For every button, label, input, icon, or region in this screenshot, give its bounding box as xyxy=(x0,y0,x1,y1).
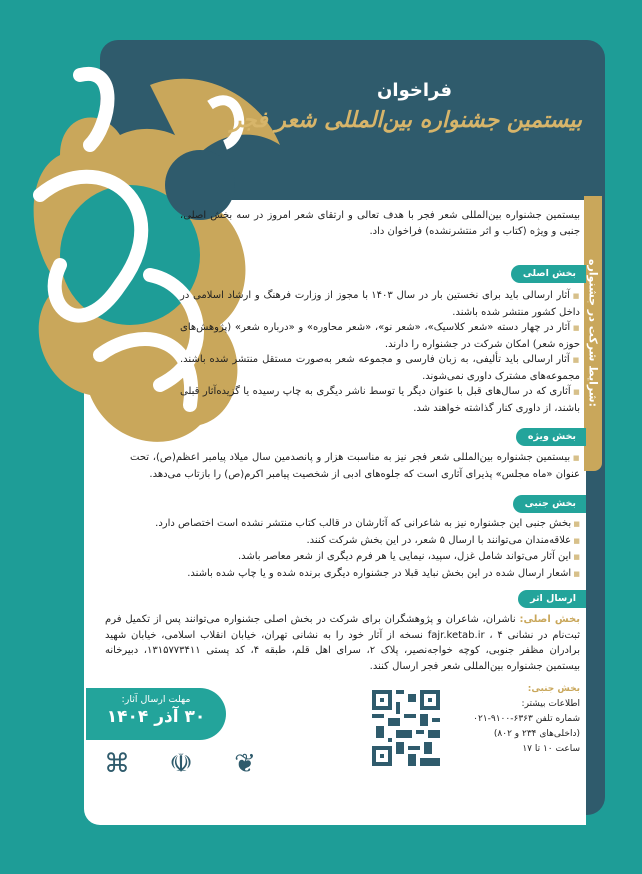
call-title: فراخوان xyxy=(377,80,452,101)
contact-lead: بخش جنبی: xyxy=(527,684,580,694)
contact-info xyxy=(473,682,580,757)
section-side-list xyxy=(130,516,580,582)
section-main-title: بخش اصلی xyxy=(511,265,586,283)
section-send-text xyxy=(105,612,580,674)
festival-logo-icon: ❦ xyxy=(234,749,256,779)
book-house-logo-icon: ⌘ xyxy=(104,749,130,779)
contact-more: اطلاعات بیشتر: xyxy=(521,699,580,709)
side-label-bar xyxy=(584,196,602,471)
sponsor-logos xyxy=(100,742,262,786)
section-main-list xyxy=(180,288,580,416)
list-item: ■ بیستمین جشنواره بین‌المللی شعر فجر نیز به مناسبت هزار و پانصدمین سال میلاد پیامبر اعظم(ص)، تحت عنوان «ماه مجلس» پذیرای آثاری است که جلوه‌های ادبی از شخصیت پیامبر اکرم(ص) را بازتاب می‌دهد. xyxy=(130,450,580,482)
section-side-title: بخش جنبی xyxy=(513,495,586,513)
section-send-title: ارسال اثر xyxy=(518,590,586,608)
list-item: ■ آثار در چهار دسته «شعر کلاسیک»، «شعر نو»، «شعر محاوره» و «درباره شعر» (پژوهش‌های حوزه شعر) امکان شرکت در جشنواره را دارند. xyxy=(180,320,580,352)
list-item: ■ بخش جنبی این جشنواره نیز به شاعرانی که آثارشان در قالب کتاب منتشر نشده است اختصاص دارد. xyxy=(130,516,580,533)
contact-phone: شماره تلفن ۶۳۶۳-۹۱۰۰-۰۲۱ xyxy=(473,714,580,724)
send-lead: بخش اصلی: xyxy=(519,614,580,625)
intro-text: بیستمین جشنواره بین‌المللی شعر فجر با هدف تعالی و ارتقای شعر امروز در سه بخش اصلی، جنبی و ویژه (کتاب و اثر منتشرنشده) فراخوان داد. xyxy=(180,210,580,237)
list-item: ■ آثار ارسالی باید برای نخستین بار در سال ۱۴۰۳ با مجوز از وزارت فرهنگ و ارشاد اسلامی در داخل کشور منتشر شده باشند. xyxy=(180,288,580,320)
section-special-title: بخش ویژه xyxy=(516,428,586,446)
deadline-badge xyxy=(86,688,226,740)
qr-code[interactable] xyxy=(372,690,440,766)
list-item: ■ آثار ارسالی باید تألیفی، به زبان فارسی و مجموعه شعر به‌صورت مستقل منتشر شده باشند. مجموعه‌های مشترک داوری نمی‌شوند. xyxy=(180,352,580,384)
side-label: شرایط شرکت در جشنواره: xyxy=(586,259,600,408)
festival-title: بیستمین جشنواره بین‌المللی شعر فجر xyxy=(230,107,582,133)
list-item: ■ آثاری که در سال‌های قبل با عنوان دیگر یا توسط ناشر دیگری به چاپ رسیده یا گزیده‌آثار قبلی باشند، از داوری کنار گذاشته خواهند شد. xyxy=(180,384,580,416)
list-item: ■ علاقه‌مندان می‌توانند با ارسال ۵ شعر، در این بخش شرکت کنند. xyxy=(130,533,580,550)
poster-header xyxy=(231,80,582,133)
list-item: ■ این آثار می‌تواند شامل غزل، سپید، نیمایی یا هر فرم دیگری از شعر معاصر باشد. xyxy=(130,549,580,566)
list-item: ■ اشعار ارسال شده در این بخش نباید قبلا در جشنواره دیگری برنده شده و یا چاپ شده باشند. xyxy=(130,566,580,583)
deadline-date: ۳۰ آذر ۱۴۰۴ xyxy=(106,707,206,727)
deadline-label: مهلت ارسال آثار: xyxy=(121,694,191,705)
section-special-list xyxy=(130,450,580,482)
contact-extensions: (داخلی‌های ۲۳۴ و ۸۰۲) xyxy=(493,729,580,739)
iran-emblem-icon: ☫ xyxy=(169,749,193,779)
contact-hours: ساعت ۱۰ تا ۱۷ xyxy=(522,744,580,754)
send-body: ناشران، شاعران و پژوهشگران برای شرکت در بخش اصلی جشنواره می‌توانند پس از تکمیل فرم ثبت‌نام در نشانی fajr.ketab.ir ، ۴ نسخه از آثار خود را به نشانی تهران، خیابان انقلاب اسلامی، خیابان شهید برادران مظفر جنوبی، کوچه خواجه‌نصیر، پلاک ۲، سرای اهل قلم، طبقه ۴، کد پستی ۱۳۱۵۷۷۳۴۱۱، دبیرخانه بیستمین جشنواره بین‌المللی شعر فجر ارسال کنند. xyxy=(105,614,580,672)
